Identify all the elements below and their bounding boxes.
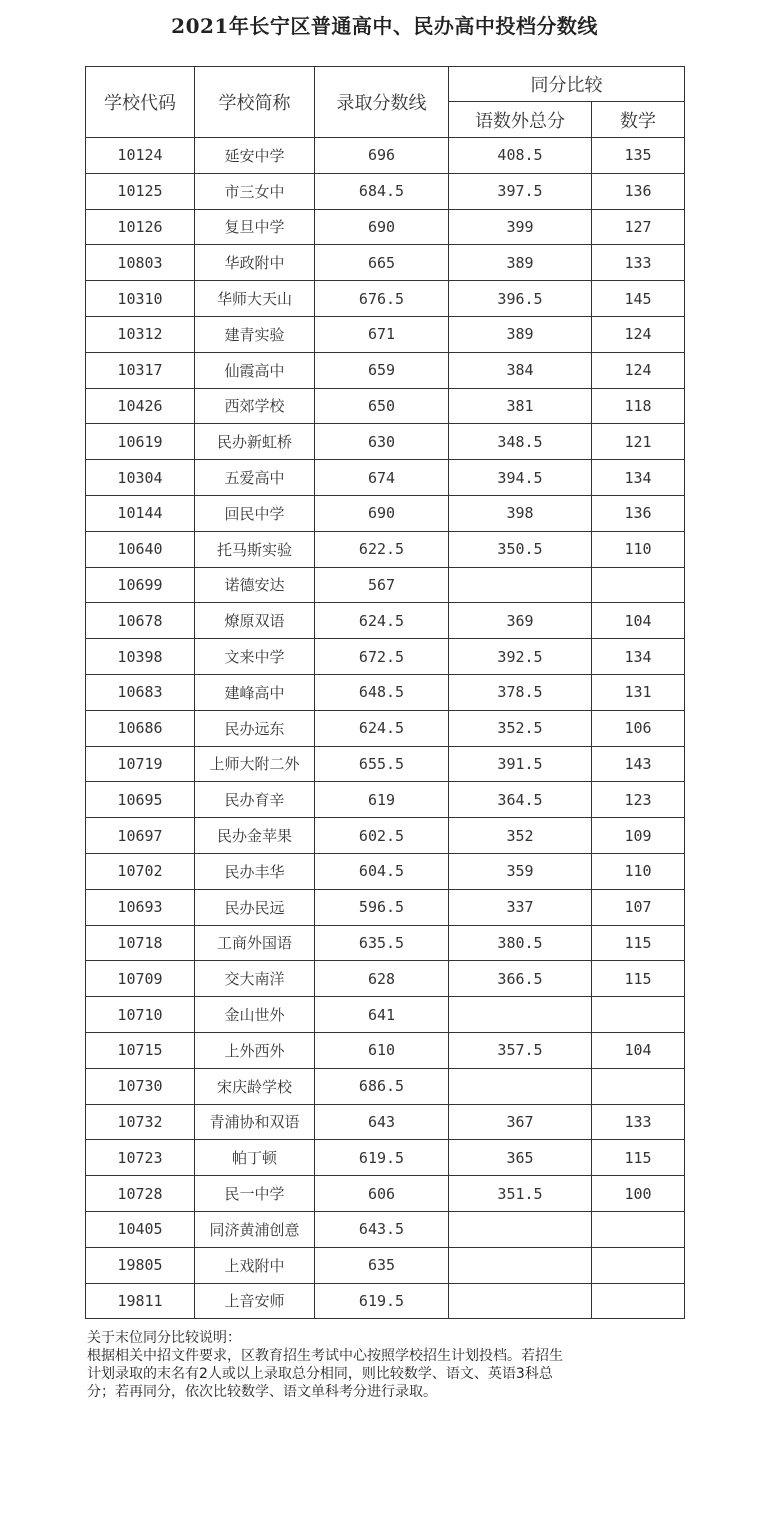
- table-row: [86, 818, 685, 854]
- school-name-cell: 建峰高中: [195, 674, 315, 710]
- school-name-cell: 华政附中: [195, 245, 315, 281]
- school-code-cell: 10398: [86, 639, 195, 675]
- tie-math-cell: 133: [592, 1104, 685, 1140]
- admission-score-cell: 684.5: [315, 173, 449, 209]
- table-row: [86, 603, 685, 639]
- admission-score-cell: 671: [315, 316, 449, 352]
- school-code-cell: 10710: [86, 997, 195, 1033]
- admission-score-cell: 674: [315, 460, 449, 496]
- notes-heading: 关于末位同分比较说明：: [87, 1330, 241, 1346]
- school-name-cell: 西郊学校: [195, 388, 315, 424]
- tie-total-cell: 399: [449, 209, 592, 245]
- school-name-cell: 五爱高中: [195, 460, 315, 496]
- tie-total-cell: 364.5: [449, 782, 592, 818]
- school-code-cell: 10426: [86, 388, 195, 424]
- school-code-cell: 10125: [86, 173, 195, 209]
- tie-math-cell: 118: [592, 388, 685, 424]
- admission-score-cell: 624.5: [315, 603, 449, 639]
- tie-math-cell: 124: [592, 352, 685, 388]
- school-code-cell: 10693: [86, 889, 195, 925]
- tie-total-cell: 357.5: [449, 1032, 592, 1068]
- school-name-cell: 托马斯实验: [195, 531, 315, 567]
- admission-score-cell: 643: [315, 1104, 449, 1140]
- notes-section: [87, 1329, 697, 1401]
- notes-line: 分；若再同分，依次比较数学、语文单科考分进行录取。: [87, 1384, 437, 1400]
- admission-score-cell: 624.5: [315, 710, 449, 746]
- school-code-cell: 10803: [86, 245, 195, 281]
- school-code-cell: 10730: [86, 1068, 195, 1104]
- school-code-cell: 10144: [86, 495, 195, 531]
- table-row: [86, 1211, 685, 1247]
- school-name-cell: 交大南洋: [195, 961, 315, 997]
- header-tie-comparison: 同分比较: [449, 67, 685, 102]
- school-name-cell: 上音安师: [195, 1283, 315, 1319]
- tie-math-cell: [592, 567, 685, 603]
- admission-score-cell: 690: [315, 495, 449, 531]
- table-row: [86, 495, 685, 531]
- tie-total-cell: 397.5: [449, 173, 592, 209]
- tie-math-cell: 110: [592, 531, 685, 567]
- tie-math-cell: 131: [592, 674, 685, 710]
- tie-total-cell: 389: [449, 245, 592, 281]
- tie-math-cell: 136: [592, 495, 685, 531]
- admission-score-cell: 604.5: [315, 853, 449, 889]
- tie-math-cell: 143: [592, 746, 685, 782]
- tie-math-cell: 134: [592, 460, 685, 496]
- admission-score-table: [85, 66, 685, 1319]
- tie-total-cell: 394.5: [449, 460, 592, 496]
- tie-total-cell: [449, 997, 592, 1033]
- admission-score-cell: 619.5: [315, 1140, 449, 1176]
- page-title: 2021年长宁区普通高中、民办高中投档分数线: [171, 14, 598, 38]
- tie-total-cell: 389: [449, 316, 592, 352]
- tie-math-cell: 121: [592, 424, 685, 460]
- admission-score-cell: 643.5: [315, 1211, 449, 1247]
- school-code-cell: 10718: [86, 925, 195, 961]
- school-code-cell: 10405: [86, 1211, 195, 1247]
- tie-total-cell: 384: [449, 352, 592, 388]
- table-row: [86, 460, 685, 496]
- school-name-cell: 华师大天山: [195, 281, 315, 317]
- tie-math-cell: 100: [592, 1176, 685, 1212]
- school-code-cell: 10304: [86, 460, 195, 496]
- tie-total-cell: 365: [449, 1140, 592, 1176]
- table-row: [86, 1283, 685, 1319]
- school-code-cell: 10699: [86, 567, 195, 603]
- admission-score-cell: 606: [315, 1176, 449, 1212]
- tie-math-cell: 133: [592, 245, 685, 281]
- admission-score-cell: 686.5: [315, 1068, 449, 1104]
- table-row: [86, 1247, 685, 1283]
- table-row: [86, 1176, 685, 1212]
- tie-total-cell: 381: [449, 388, 592, 424]
- tie-total-cell: 369: [449, 603, 592, 639]
- school-name-cell: 民办新虹桥: [195, 424, 315, 460]
- table-body: [86, 138, 685, 1319]
- tie-math-cell: 115: [592, 925, 685, 961]
- school-code-cell: 10312: [86, 316, 195, 352]
- tie-total-cell: 337: [449, 889, 592, 925]
- table-row: [86, 1140, 685, 1176]
- school-name-cell: 燎原双语: [195, 603, 315, 639]
- tie-total-cell: 351.5: [449, 1176, 592, 1212]
- table-row: [86, 639, 685, 675]
- tie-total-cell: 380.5: [449, 925, 592, 961]
- table-row: [86, 316, 685, 352]
- table-row: [86, 710, 685, 746]
- table-row: [86, 424, 685, 460]
- school-code-cell: 10317: [86, 352, 195, 388]
- school-code-cell: 19805: [86, 1247, 195, 1283]
- admission-score-cell: 635: [315, 1247, 449, 1283]
- school-name-cell: 上师大附二外: [195, 746, 315, 782]
- tie-total-cell: 348.5: [449, 424, 592, 460]
- school-name-cell: 复旦中学: [195, 209, 315, 245]
- school-name-cell: 民办丰华: [195, 853, 315, 889]
- table-row: [86, 674, 685, 710]
- table-row: [86, 782, 685, 818]
- header-tie-math: 数学: [592, 102, 685, 138]
- school-code-cell: 10702: [86, 853, 195, 889]
- school-name-cell: 金山世外: [195, 997, 315, 1033]
- table-row: [86, 531, 685, 567]
- tie-total-cell: 367: [449, 1104, 592, 1140]
- table-row: [86, 281, 685, 317]
- tie-math-cell: 115: [592, 961, 685, 997]
- tie-total-cell: 352: [449, 818, 592, 854]
- school-code-cell: 10715: [86, 1032, 195, 1068]
- admission-score-cell: 610: [315, 1032, 449, 1068]
- tie-math-cell: 145: [592, 281, 685, 317]
- school-name-cell: 回民中学: [195, 495, 315, 531]
- school-name-cell: 市三女中: [195, 173, 315, 209]
- table-row: [86, 997, 685, 1033]
- admission-score-cell: 641: [315, 997, 449, 1033]
- admission-score-cell: 622.5: [315, 531, 449, 567]
- header-school-code: 学校代码: [86, 67, 195, 138]
- school-name-cell: 上戏附中: [195, 1247, 315, 1283]
- tie-total-cell: 366.5: [449, 961, 592, 997]
- table-row: [86, 1068, 685, 1104]
- school-code-cell: 10124: [86, 138, 195, 174]
- school-name-cell: 建青实验: [195, 316, 315, 352]
- admission-score-cell: 655.5: [315, 746, 449, 782]
- admission-score-cell: 602.5: [315, 818, 449, 854]
- table-row: [86, 245, 685, 281]
- tie-total-cell: 359: [449, 853, 592, 889]
- admission-score-cell: 619.5: [315, 1283, 449, 1319]
- admission-score-cell: 676.5: [315, 281, 449, 317]
- school-code-cell: 10719: [86, 746, 195, 782]
- header-school-name: 学校简称: [195, 67, 315, 138]
- tie-total-cell: [449, 567, 592, 603]
- tie-total-cell: 352.5: [449, 710, 592, 746]
- tie-math-cell: 135: [592, 138, 685, 174]
- table-row: [86, 1032, 685, 1068]
- school-code-cell: 10640: [86, 531, 195, 567]
- admission-score-cell: 628: [315, 961, 449, 997]
- admission-score-cell: 696: [315, 138, 449, 174]
- tie-total-cell: 391.5: [449, 746, 592, 782]
- admission-score-cell: 690: [315, 209, 449, 245]
- tie-total-cell: [449, 1068, 592, 1104]
- school-name-cell: 帕丁顿: [195, 1140, 315, 1176]
- school-name-cell: 民办民远: [195, 889, 315, 925]
- tie-total-cell: 396.5: [449, 281, 592, 317]
- tie-total-cell: [449, 1211, 592, 1247]
- school-code-cell: 10728: [86, 1176, 195, 1212]
- school-code-cell: 10686: [86, 710, 195, 746]
- table-row: [86, 925, 685, 961]
- table-header-row: [86, 67, 685, 102]
- table-row: [86, 1104, 685, 1140]
- tie-math-cell: [592, 1283, 685, 1319]
- table-row: [86, 138, 685, 174]
- tie-total-cell: 398: [449, 495, 592, 531]
- notes-line: 计划录取的末名有2人或以上录取总分相同，则比较数学、语文、英语3科总: [87, 1366, 553, 1382]
- tie-math-cell: 109: [592, 818, 685, 854]
- admission-score-cell: 630: [315, 424, 449, 460]
- tie-total-cell: [449, 1283, 592, 1319]
- notes-line: 根据相关中招文件要求，区教育招生考试中心按照学校招生计划投档。若招生: [87, 1348, 563, 1364]
- table-row: [86, 352, 685, 388]
- school-name-cell: 上外西外: [195, 1032, 315, 1068]
- school-name-cell: 民办金苹果: [195, 818, 315, 854]
- school-name-cell: 青浦协和双语: [195, 1104, 315, 1140]
- school-name-cell: 延安中学: [195, 138, 315, 174]
- tie-math-cell: [592, 1247, 685, 1283]
- school-name-cell: 文来中学: [195, 639, 315, 675]
- table-row: [86, 209, 685, 245]
- school-code-cell: 10732: [86, 1104, 195, 1140]
- table-row: [86, 853, 685, 889]
- tie-math-cell: [592, 997, 685, 1033]
- admission-score-cell: 665: [315, 245, 449, 281]
- table-row: [86, 173, 685, 209]
- admission-score-cell: 596.5: [315, 889, 449, 925]
- header-tie-total: 语数外总分: [449, 102, 592, 138]
- school-code-cell: 10709: [86, 961, 195, 997]
- tie-math-cell: 110: [592, 853, 685, 889]
- table-row: [86, 746, 685, 782]
- tie-math-cell: 106: [592, 710, 685, 746]
- admission-score-cell: 648.5: [315, 674, 449, 710]
- tie-total-cell: [449, 1247, 592, 1283]
- school-name-cell: 宋庆龄学校: [195, 1068, 315, 1104]
- table-row: [86, 961, 685, 997]
- tie-total-cell: 350.5: [449, 531, 592, 567]
- tie-math-cell: 115: [592, 1140, 685, 1176]
- header-admission-score: 录取分数线: [315, 67, 449, 138]
- tie-math-cell: 104: [592, 1032, 685, 1068]
- tie-math-cell: [592, 1068, 685, 1104]
- admission-score-cell: 659: [315, 352, 449, 388]
- school-code-cell: 10310: [86, 281, 195, 317]
- tie-math-cell: 104: [592, 603, 685, 639]
- school-code-cell: 19811: [86, 1283, 195, 1319]
- school-name-cell: 工商外国语: [195, 925, 315, 961]
- school-name-cell: 同济黄浦创意: [195, 1211, 315, 1247]
- admission-score-cell: 619: [315, 782, 449, 818]
- tie-total-cell: 378.5: [449, 674, 592, 710]
- school-name-cell: 民一中学: [195, 1176, 315, 1212]
- admission-score-cell: 650: [315, 388, 449, 424]
- tie-math-cell: 136: [592, 173, 685, 209]
- admission-score-cell: 672.5: [315, 639, 449, 675]
- admission-score-cell: 567: [315, 567, 449, 603]
- admission-score-cell: 635.5: [315, 925, 449, 961]
- table-row: [86, 889, 685, 925]
- table-row: [86, 388, 685, 424]
- school-name-cell: 民办远东: [195, 710, 315, 746]
- tie-math-cell: 134: [592, 639, 685, 675]
- tie-total-cell: 408.5: [449, 138, 592, 174]
- tie-total-cell: 392.5: [449, 639, 592, 675]
- school-code-cell: 10619: [86, 424, 195, 460]
- tie-math-cell: 127: [592, 209, 685, 245]
- school-code-cell: 10683: [86, 674, 195, 710]
- school-code-cell: 10695: [86, 782, 195, 818]
- school-code-cell: 10697: [86, 818, 195, 854]
- tie-math-cell: 124: [592, 316, 685, 352]
- tie-math-cell: 123: [592, 782, 685, 818]
- school-name-cell: 诺德安达: [195, 567, 315, 603]
- table-row: [86, 567, 685, 603]
- tie-math-cell: 107: [592, 889, 685, 925]
- school-code-cell: 10126: [86, 209, 195, 245]
- tie-math-cell: [592, 1211, 685, 1247]
- school-code-cell: 10678: [86, 603, 195, 639]
- school-name-cell: 仙霞高中: [195, 352, 315, 388]
- school-name-cell: 民办育辛: [195, 782, 315, 818]
- school-code-cell: 10723: [86, 1140, 195, 1176]
